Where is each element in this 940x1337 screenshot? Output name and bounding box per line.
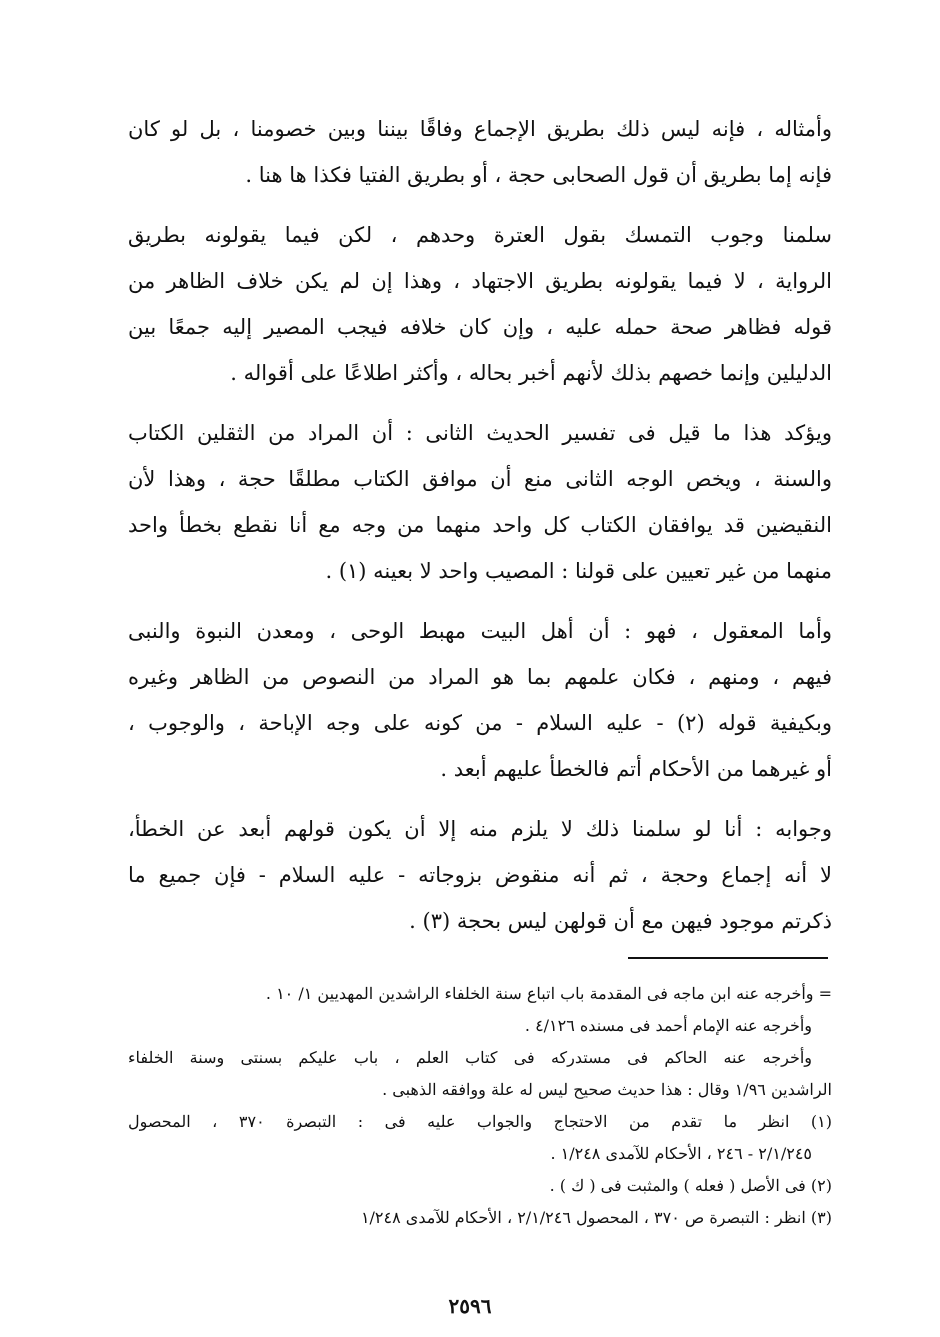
footnotes (128, 978, 832, 1234)
text-line: فيهم ، ومنهم ، فكان علمهم بما هو المراد من النصوص من الظاهر وغيره (128, 665, 832, 689)
footnote-line: = وأخرجه عنه ابن ماجه فى المقدمة باب اتباع سنة الخلفاء الراشدين المهديين ١/ ١٠ . (265, 984, 832, 1003)
paragraph (128, 212, 832, 396)
text-line: سلمنا وجوب التمسك بقول العترة وحدهم ، لكن فيما يقولونه بطريق (128, 223, 832, 247)
text-line: وأمثاله ، فإنه ليس ذلك بطريق الإجماع وفاقًا بيننا وبين خصومنا ، بل لو كان (128, 117, 832, 141)
paragraph (128, 608, 832, 792)
text-line: ذكرتم موجود فيهن مع أن قولهن ليس بحجة (٣) . (409, 909, 832, 933)
text-line: وبكيفية قوله (٢) - عليه السلام - من كونه على وجه الإباحة ، والوجوب ، (128, 711, 832, 735)
text-line: النقيضين قد يوافقان الكتاب كل واحد منهما من وجه مع أنا نقطع بخطأ واحد (128, 513, 832, 537)
text-line: ويؤكد هذا ما قيل فى تفسير الحديث الثانى : أن المراد من الثقلين الكتاب (128, 421, 832, 445)
footnote-line: (١) انظر ما تقدم من الاحتجاج والجواب عليه فى : التبصرة ٣٧٠ ، المحصول (128, 1112, 832, 1131)
footnote (128, 1202, 832, 1234)
text-line: والسنة ، ويخص الوجه الثانى منع أن موافق الكتاب مطلقًا حجة ، وهذا لأن (128, 467, 832, 491)
footnote-line: وأخرجه عنه الإمام أحمد فى مسنده ٤/١٢٦ . (524, 1016, 812, 1035)
footnote-separator (628, 957, 828, 959)
footnote-line: وأخرجه عنه الحاكم فى مستدركه فى كتاب العلم ، باب عليكم بسنتى وسنة الخلفاء (128, 1048, 812, 1067)
footnote-line: (٢) فى الأصل ( فعله ) والمثبت فى ( ك ) . (549, 1176, 832, 1195)
paragraph (128, 106, 832, 198)
text-line: قوله فظاهر صحة حمله عليه ، وإن كان خلافه فيجب المصير إليه جمعًا بين (128, 315, 832, 339)
main-text (128, 106, 832, 958)
text-line: لا أنه إجماع وحجة ، ثم أنه منقوض بزوجاته - عليه السلام - فإن جميع ما (128, 863, 832, 887)
footnote (128, 1010, 832, 1042)
text-line: الدليلين وإنما خصهم بذلك لأنهم أخبر بحاله ، وأكثر اطلاعًا على أقواله . (230, 361, 832, 385)
paragraph (128, 410, 832, 594)
text-line: فإنه إما بطريق أن قول الصحابى حجة ، أو بطريق الفتيا فكذا ها هنا . (245, 163, 832, 187)
footnote-line: ٢/١/٢٤٥ - ٢٤٦ ، الأحكام للآمدى ١/٢٤٨ . (550, 1144, 812, 1163)
footnote (128, 978, 832, 1010)
text-line: الرواية ، لا فيما يقولونه بطريق الاجتهاد ، وهذا إن لم يكن خلاف الظاهر من (128, 269, 832, 293)
footnote-line: (٣) انظر : التبصرة ص ٣٧٠ ، المحصول ٢/١/٢٤٦ ، الأحكام للآمدى ١/٢٤٨ (360, 1208, 832, 1227)
footnote (128, 1170, 832, 1202)
page-number: ٢٥٩٦ (448, 1294, 492, 1318)
text-line: وجوابه : أنا لو سلمنا ذلك لا يلزم منه إلا أن يكون قولهم أبعد عن الخطأ، (128, 817, 832, 841)
text-line: وأما المعقول ، فهو : أن أهل البيت مهبط الوحى ، ومعدن النبوة والنبى (128, 619, 832, 643)
footnote (128, 1042, 832, 1106)
footnote (128, 1106, 832, 1170)
text-line: أو غيرهما من الأحكام أتم فالخطأ عليهم أبعد . (440, 757, 832, 781)
text-line: منهما من غير تعيين على قولنا : المصيب واحد لا بعينه (١) . (325, 559, 832, 583)
footnote-line: الراشدين ١/٩٦ وقال : هذا حديث صحيح ليس له علة ووافقه الذهبى . (382, 1080, 832, 1099)
paragraph (128, 806, 832, 944)
